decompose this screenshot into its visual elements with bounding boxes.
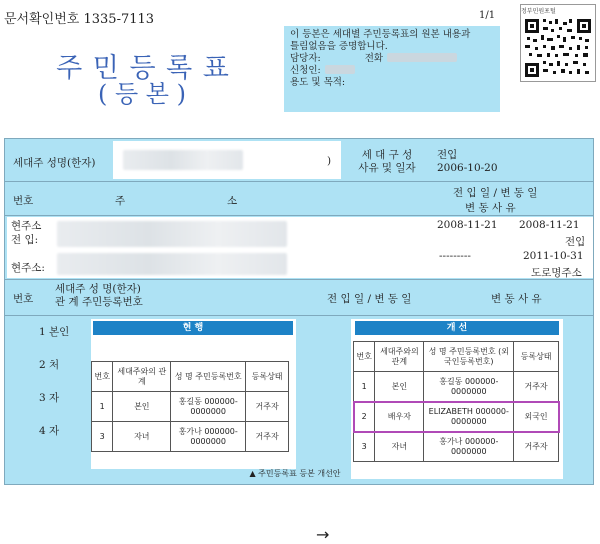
cert-line-2: 틀림없음을 증명합니다. <box>290 41 388 52</box>
document-subtitle: ( 등 본 ) <box>98 80 186 108</box>
address-row-1-reason: 전입 <box>565 236 586 248</box>
before-panel-title: 현 행 <box>93 321 293 335</box>
qr-label: 정부민원포털 <box>521 8 556 15</box>
after-panel-title: 개 선 <box>355 321 559 335</box>
address-row-2-date-a: --------- <box>439 250 471 262</box>
cell: ELIZABETH 000000-0000000 <box>424 402 514 432</box>
certification-box <box>284 26 500 112</box>
after-table-header <box>354 342 559 372</box>
cell: 거주자 <box>246 422 289 452</box>
cell: 거주자 <box>246 392 289 422</box>
cell: 홍길동 000000-0000000 <box>424 372 514 402</box>
col-relation: 세대주와의 관계 <box>113 362 171 392</box>
cert-purpose-row <box>290 77 494 89</box>
officer-label: 담당자: <box>290 53 321 64</box>
table-row <box>354 432 559 462</box>
redacted-head-name <box>123 150 243 170</box>
col-relation: 세대주와의 관계 <box>375 342 424 372</box>
purpose-label: 용도 및 목적: <box>290 77 346 88</box>
page-indicator: 1/1 <box>479 10 496 21</box>
address-header-reason: 변 동 사 유 <box>465 202 516 214</box>
cell: 자녀 <box>375 432 424 462</box>
table-row <box>92 422 289 452</box>
address-row-2-reason: 도로명주소 <box>531 267 582 279</box>
col-name: 성 명 주민등록번호 (외국인등록번호) <box>424 342 514 372</box>
household-head-close: ) <box>327 155 332 167</box>
member-header-dates: 전 입 일 / 변 동 일 <box>327 293 412 305</box>
table-row <box>92 392 289 422</box>
address-header-addr-2: 소 <box>227 195 238 207</box>
col-status: 등록상태 <box>246 362 289 392</box>
registration-table <box>4 138 594 544</box>
redacted-phone <box>387 53 457 62</box>
cert-applicant-row <box>290 65 494 77</box>
address-row-1-label: 현주소 전 입: <box>11 220 42 246</box>
cell: 거주자 <box>514 432 559 462</box>
col-no: 번호 <box>92 362 113 392</box>
member-header-reason: 변 동 사 유 <box>491 293 542 305</box>
composition-label: 세 대 구 성 사유 및 일자 <box>358 149 416 174</box>
col-status: 등록상태 <box>514 342 559 372</box>
divider <box>5 279 593 280</box>
member-row-3: 3 자 <box>39 392 60 404</box>
arrow-icon: → <box>316 525 330 544</box>
col-no: 번호 <box>354 342 375 372</box>
composition-value: 전입 2006-10-20 <box>437 149 498 174</box>
cell: 홍가나 000000-0000000 <box>171 422 246 452</box>
member-header-names: 세대주 성 명(한자) 관 계 주민등록번호 <box>55 283 143 308</box>
address-row-1-date-b: 2008-11-21 <box>519 219 580 231</box>
cell: 본인 <box>375 372 424 402</box>
table-row-highlighted <box>354 402 559 432</box>
divider <box>5 215 593 216</box>
phone-label: 전화 <box>364 53 384 64</box>
cell: 홍길동 000000-0000000 <box>171 392 246 422</box>
cell: 1 <box>354 372 375 402</box>
redacted-applicant <box>325 65 355 74</box>
cert-line-1: 이 등본은 세대별 주민등록표의 원본 내용과 <box>290 29 471 40</box>
household-head-label: 세대주 성명(한자) <box>13 157 96 169</box>
divider <box>5 315 593 316</box>
cell: 배우자 <box>375 402 424 432</box>
cell: 외국인 <box>514 402 559 432</box>
col-name: 성 명 주민등록번호 <box>171 362 246 392</box>
member-header-no: 번호 <box>13 293 34 305</box>
qr-code-icon <box>521 5 595 81</box>
address-row-2-label: 현주소: <box>11 262 45 274</box>
address-row-2-date-b: 2011-10-31 <box>523 250 584 262</box>
after-table <box>353 341 559 462</box>
figure-caption: ▲ 주민등록표 등본 개선안 <box>249 469 341 478</box>
cell: 자녀 <box>113 422 171 452</box>
address-header-no: 번호 <box>13 195 34 207</box>
cell: 3 <box>92 422 113 452</box>
qr-code <box>520 4 596 82</box>
document-number: 문서확인번호 1335-7113 <box>4 12 155 27</box>
cell: 홍가나 000000-0000000 <box>424 432 514 462</box>
member-row-2: 2 처 <box>39 359 60 371</box>
cert-officer-row <box>290 53 494 65</box>
address-header-dates: 전 입 일 / 변 동 일 <box>453 187 538 199</box>
table-row <box>354 372 559 402</box>
applicant-label: 신청인: <box>290 65 321 76</box>
redacted-address-1 <box>57 221 287 247</box>
before-table-header <box>92 362 289 392</box>
address-row-1-date-a: 2008-11-21 <box>437 219 498 231</box>
address-header-addr-1: 주 <box>115 195 126 207</box>
divider <box>5 181 593 182</box>
before-table <box>91 361 289 452</box>
cell: 3 <box>354 432 375 462</box>
cell: 본인 <box>113 392 171 422</box>
member-row-4: 4 자 <box>39 425 60 437</box>
document-title: 주 민 등 록 표 <box>56 53 230 84</box>
member-row-1: 1 본인 <box>39 326 70 338</box>
cell: 거주자 <box>514 372 559 402</box>
cell: 1 <box>92 392 113 422</box>
cell: 2 <box>354 402 375 432</box>
redacted-address-2 <box>57 253 287 275</box>
